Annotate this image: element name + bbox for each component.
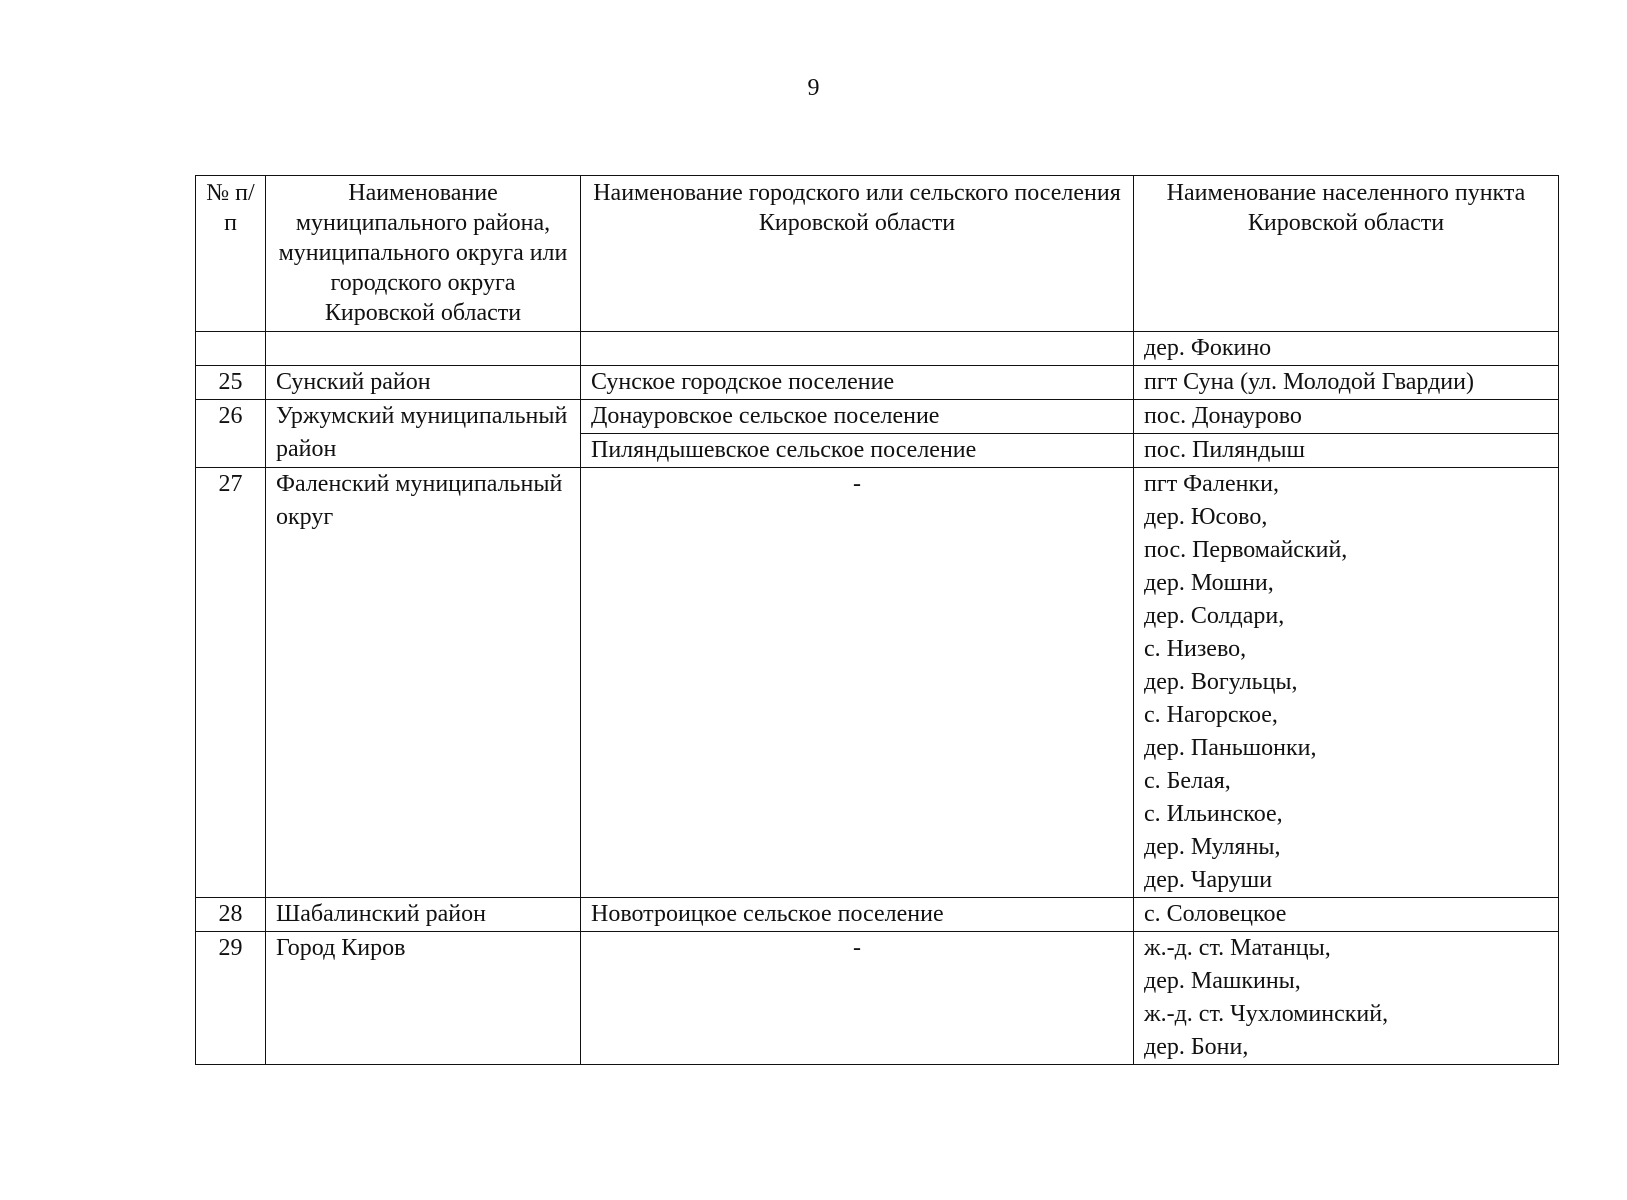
settlements-table bbox=[195, 175, 1559, 1065]
locality-cell: пгт Суна (ул. Молодой Гвардии) bbox=[1134, 366, 1559, 400]
settlement-cell bbox=[581, 332, 1134, 366]
settlement-cell: Пиляндышевское сельское поселение bbox=[581, 434, 1134, 468]
locality-item: с. Ильинское, bbox=[1144, 801, 1283, 827]
settlement-cell: Новотроицкое сельское поселение bbox=[581, 898, 1134, 932]
district-cell: Шабалинский район bbox=[266, 898, 581, 932]
table-row bbox=[196, 932, 1559, 1065]
locality-item: дер. Чаруши bbox=[1144, 867, 1273, 893]
row-number-cell: 28 bbox=[196, 898, 266, 932]
row-number-cell: 26 bbox=[196, 400, 266, 468]
locality-item: дер. Муляны, bbox=[1144, 834, 1281, 860]
row-number-cell: 29 bbox=[196, 932, 266, 1065]
locality-item: пгт Фаленки, bbox=[1144, 471, 1279, 497]
locality-item: дер. Паньшонки, bbox=[1144, 735, 1317, 761]
locality-item: ж.-д. ст. Матанцы, bbox=[1144, 935, 1331, 961]
settlement-cell: Сунское городское поселение bbox=[581, 366, 1134, 400]
table-row bbox=[196, 332, 1559, 366]
district-cell: Сунский район bbox=[266, 366, 581, 400]
locality-item: дер. Солдари, bbox=[1144, 603, 1285, 629]
locality-cell: дер. Фокино bbox=[1134, 332, 1559, 366]
header-number: № п/п bbox=[196, 176, 266, 332]
district-cell: Город Киров bbox=[266, 932, 581, 1065]
settlement-cell: Донауровское сельское поселение bbox=[581, 400, 1134, 434]
locality-item: ж.-д. ст. Чухломинский, bbox=[1144, 1001, 1389, 1027]
locality-item: с. Белая, bbox=[1144, 768, 1231, 794]
settlement-cell: - bbox=[581, 468, 1134, 898]
locality-cell: пос. Донаурово bbox=[1134, 400, 1559, 434]
district-cell: Уржумский муниципальный район bbox=[266, 400, 581, 468]
table-row bbox=[196, 366, 1559, 400]
table-row bbox=[196, 468, 1559, 898]
header-locality: Наименование населенного пункта Кировской области bbox=[1134, 176, 1559, 332]
locality-item: с. Нагорское, bbox=[1144, 702, 1278, 728]
locality-cell: с. Соловецкое bbox=[1134, 898, 1559, 932]
table-row bbox=[196, 400, 1559, 434]
header-settlement: Наименование городского или сельского поселения Кировской области bbox=[581, 176, 1134, 332]
table-header-row bbox=[196, 176, 1559, 332]
locality-list-cell bbox=[1134, 932, 1559, 1065]
table-row bbox=[196, 898, 1559, 932]
row-number-cell: 25 bbox=[196, 366, 266, 400]
locality-cell: пос. Пиляндыш bbox=[1134, 434, 1559, 468]
locality-item: дер. Юсово, bbox=[1144, 504, 1268, 530]
settlement-cell: - bbox=[581, 932, 1134, 1065]
locality-item: дер. Машкины, bbox=[1144, 968, 1301, 994]
locality-item: дер. Вогульцы, bbox=[1144, 669, 1298, 695]
row-number-cell bbox=[196, 332, 266, 366]
locality-item: дер. Мошни, bbox=[1144, 570, 1274, 596]
header-district: Наименование муниципального района, муниципального округа или городского округа Кировской области bbox=[266, 176, 581, 332]
locality-item: пос. Первомайский, bbox=[1144, 537, 1348, 563]
row-number-cell: 27 bbox=[196, 468, 266, 898]
locality-item: с. Низево, bbox=[1144, 636, 1247, 662]
locality-item: дер. Бони, bbox=[1144, 1034, 1249, 1060]
district-cell: Фаленский муниципальный округ bbox=[266, 468, 581, 898]
district-cell bbox=[266, 332, 581, 366]
page-number: 9 bbox=[807, 75, 820, 101]
locality-list-cell bbox=[1134, 468, 1559, 898]
